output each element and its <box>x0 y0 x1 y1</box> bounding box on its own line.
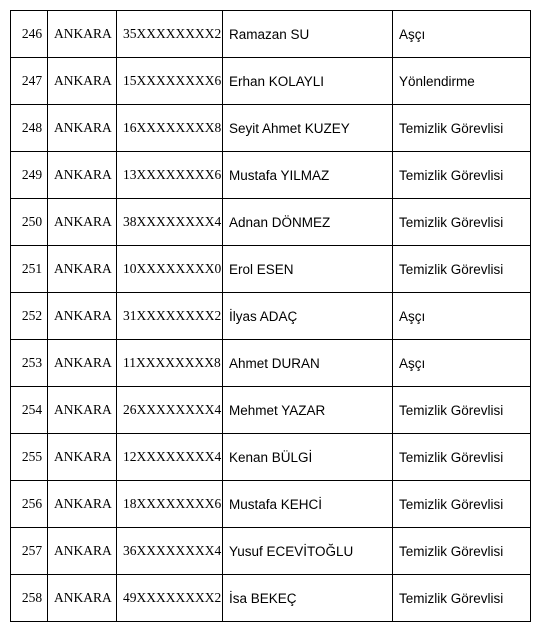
id-number-cell: 49XXXXXXXX2 <box>117 575 223 622</box>
name-cell: Ahmet DURAN <box>223 340 393 387</box>
job-title-cell: Aşçı <box>393 293 531 340</box>
id-number-cell: 38XXXXXXXX4 <box>117 199 223 246</box>
id-number-cell: 12XXXXXXXX4 <box>117 434 223 481</box>
id-number-cell: 18XXXXXXXX6 <box>117 481 223 528</box>
id-number-cell: 13XXXXXXXX6 <box>117 152 223 199</box>
name-cell: Erol ESEN <box>223 246 393 293</box>
row-number: 246 <box>11 11 48 58</box>
name-cell: İlyas ADAÇ <box>223 293 393 340</box>
id-number-cell: 15XXXXXXXX6 <box>117 58 223 105</box>
job-title-cell: Temizlik Görevlisi <box>393 246 531 293</box>
id-number-cell: 31XXXXXXXX2 <box>117 293 223 340</box>
table-row <box>11 11 531 58</box>
city-cell: ANKARA <box>48 481 117 528</box>
name-cell: Mustafa YILMAZ <box>223 152 393 199</box>
row-number: 252 <box>11 293 48 340</box>
id-number-cell: 11XXXXXXXX8 <box>117 340 223 387</box>
job-title-cell: Temizlik Görevlisi <box>393 105 531 152</box>
table-row <box>11 152 531 199</box>
job-title-cell: Temizlik Görevlisi <box>393 434 531 481</box>
city-cell: ANKARA <box>48 152 117 199</box>
job-title-cell: Temizlik Görevlisi <box>393 575 531 622</box>
row-number: 247 <box>11 58 48 105</box>
city-cell: ANKARA <box>48 528 117 575</box>
name-cell: Kenan BÜLGİ <box>223 434 393 481</box>
row-number: 258 <box>11 575 48 622</box>
table-row <box>11 199 531 246</box>
row-number: 254 <box>11 387 48 434</box>
job-title-cell: Temizlik Görevlisi <box>393 481 531 528</box>
job-title-cell: Yönlendirme <box>393 58 531 105</box>
city-cell: ANKARA <box>48 387 117 434</box>
name-cell: Seyit Ahmet KUZEY <box>223 105 393 152</box>
table-row <box>11 293 531 340</box>
row-number: 257 <box>11 528 48 575</box>
table-row <box>11 340 531 387</box>
row-number: 250 <box>11 199 48 246</box>
row-number: 249 <box>11 152 48 199</box>
table-row <box>11 246 531 293</box>
id-number-cell: 36XXXXXXXX4 <box>117 528 223 575</box>
id-number-cell: 26XXXXXXXX4 <box>117 387 223 434</box>
table-row <box>11 575 531 622</box>
job-title-cell: Temizlik Görevlisi <box>393 199 531 246</box>
name-cell: İsa BEKEÇ <box>223 575 393 622</box>
table-row <box>11 105 531 152</box>
name-cell: Yusuf ECEVİTOĞLU <box>223 528 393 575</box>
city-cell: ANKARA <box>48 199 117 246</box>
city-cell: ANKARA <box>48 11 117 58</box>
name-cell: Adnan DÖNMEZ <box>223 199 393 246</box>
city-cell: ANKARA <box>48 246 117 293</box>
job-title-cell: Temizlik Görevlisi <box>393 528 531 575</box>
name-cell: Mustafa KEHCİ <box>223 481 393 528</box>
job-title-cell: Aşçı <box>393 340 531 387</box>
city-cell: ANKARA <box>48 575 117 622</box>
id-number-cell: 16XXXXXXXX8 <box>117 105 223 152</box>
job-title-cell: Temizlik Görevlisi <box>393 152 531 199</box>
row-number: 248 <box>11 105 48 152</box>
city-cell: ANKARA <box>48 105 117 152</box>
table-row <box>11 58 531 105</box>
table-row <box>11 528 531 575</box>
city-cell: ANKARA <box>48 434 117 481</box>
row-number: 256 <box>11 481 48 528</box>
city-cell: ANKARA <box>48 293 117 340</box>
name-cell: Erhan KOLAYLI <box>223 58 393 105</box>
table-row <box>11 434 531 481</box>
row-number: 253 <box>11 340 48 387</box>
row-number: 255 <box>11 434 48 481</box>
id-number-cell: 35XXXXXXXX2 <box>117 11 223 58</box>
table-row <box>11 481 531 528</box>
personnel-table <box>10 10 531 622</box>
name-cell: Ramazan SU <box>223 11 393 58</box>
table-row <box>11 387 531 434</box>
job-title-cell: Aşçı <box>393 11 531 58</box>
row-number: 251 <box>11 246 48 293</box>
id-number-cell: 10XXXXXXXX0 <box>117 246 223 293</box>
job-title-cell: Temizlik Görevlisi <box>393 387 531 434</box>
city-cell: ANKARA <box>48 340 117 387</box>
name-cell: Mehmet YAZAR <box>223 387 393 434</box>
city-cell: ANKARA <box>48 58 117 105</box>
